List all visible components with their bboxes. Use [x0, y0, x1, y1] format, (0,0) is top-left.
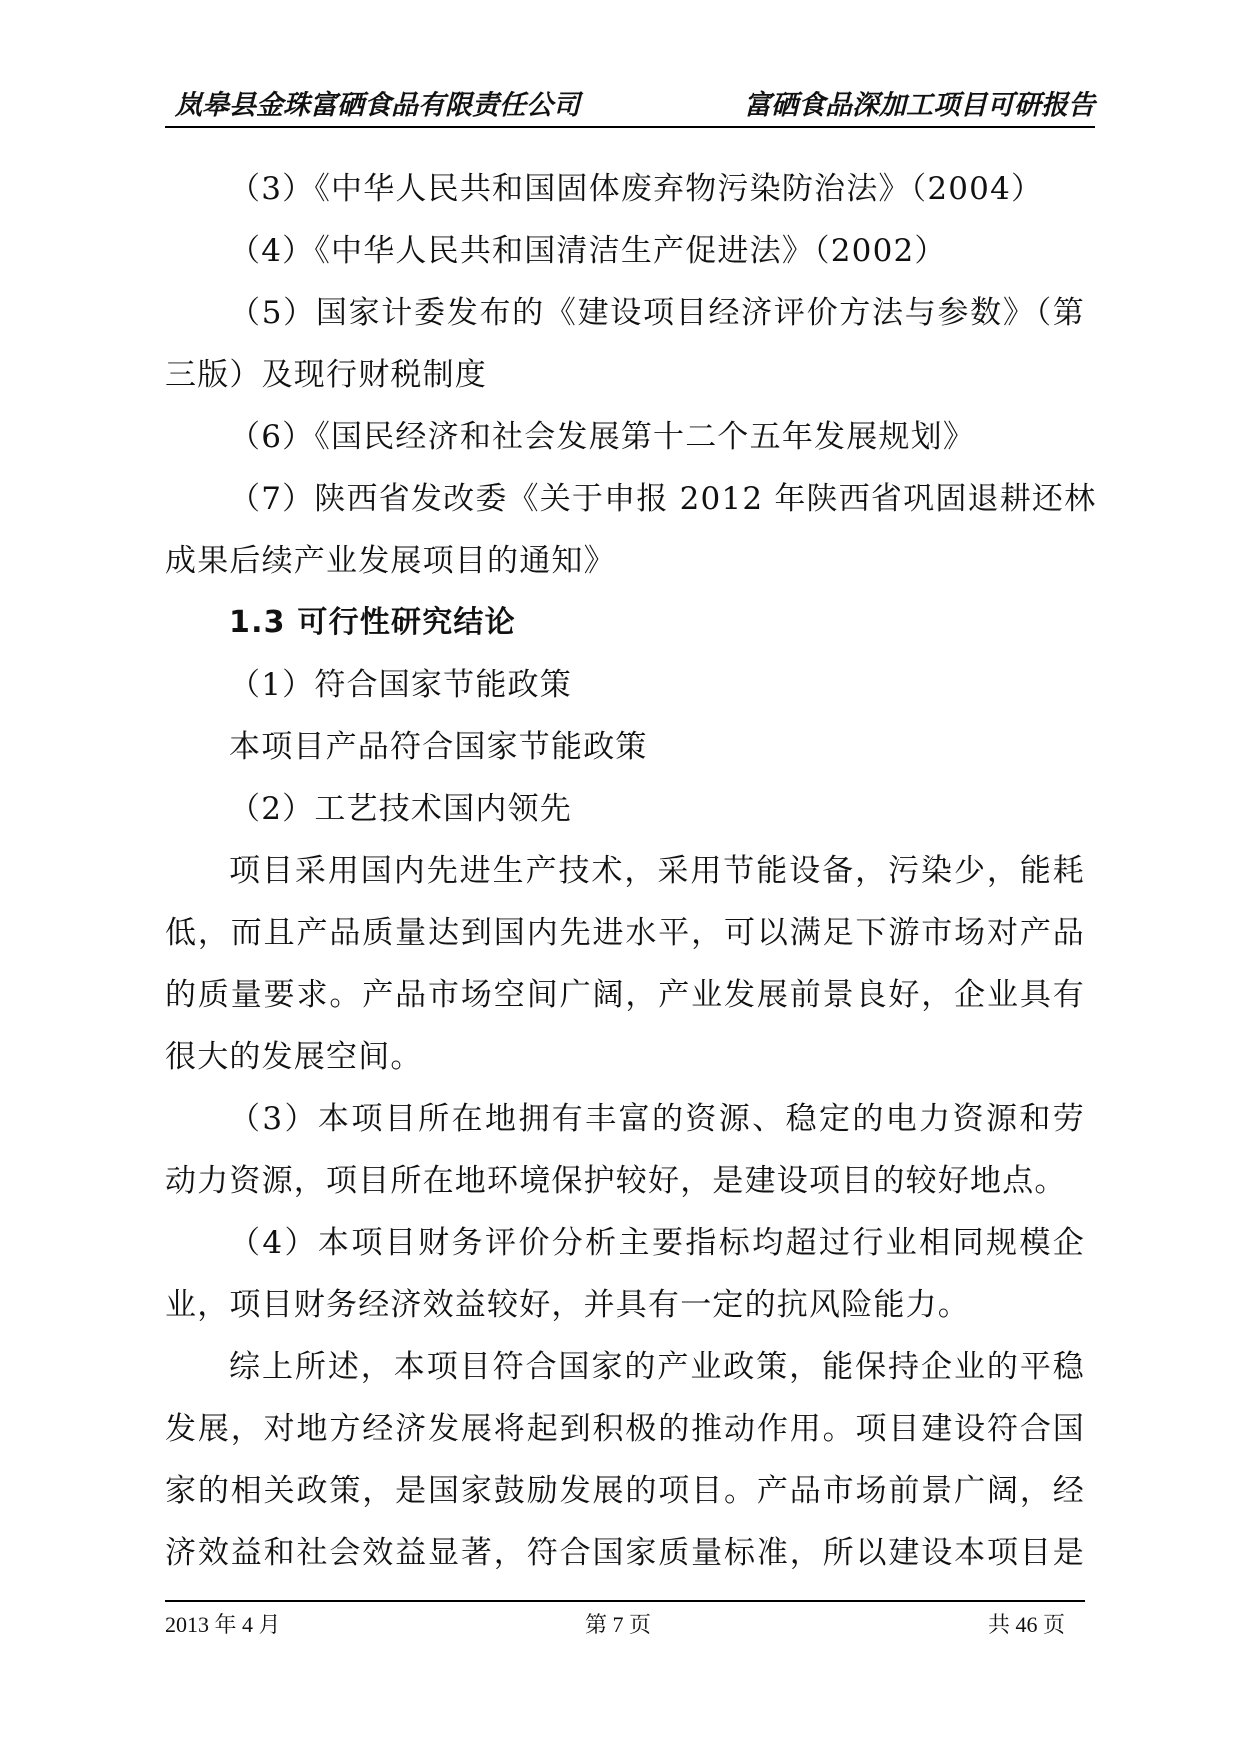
summary-paragraph-line-4: 济效益和社会效益显著，符合国家质量标准，所以建设本项目是: [165, 1535, 1085, 1571]
conclusion-item-2-text-line-1: 项目采用国内先进生产技术，采用节能设备，污染少，能耗: [229, 853, 1085, 889]
section-heading: 1.3 可行性研究结论: [229, 605, 516, 640]
conclusion-item-1-text: 本项目产品符合国家节能政策: [229, 729, 648, 765]
conclusion-item-3-line-2: 动力资源，项目所在地环境保护较好，是建设项目的较好地点。: [165, 1163, 1067, 1199]
header-report-title: 富硒食品深加工项目可研报告: [744, 90, 1095, 121]
header-divider: [165, 126, 1095, 128]
reference-item-3: （3）《中华人民共和国固体废弃物污染防治法》（2004）: [229, 171, 1044, 207]
conclusion-item-4-line-1: （4）本项目财务评价分析主要指标均超过行业相同规模企: [229, 1225, 1085, 1261]
conclusion-item-2-text-line-2: 低，而且产品质量达到国内先进水平，可以满足下游市场对产品: [165, 915, 1085, 951]
footer-page-number: 第 7 页: [585, 1612, 652, 1637]
reference-item-5-line-2: 三版）及现行财税制度: [165, 357, 487, 393]
conclusion-item-2-title: （2）工艺技术国内领先: [229, 791, 572, 827]
conclusion-item-4-line-2: 业，项目财务经济效益较好，并具有一定的抗风险能力。: [165, 1287, 970, 1323]
reference-item-4: （4）《中华人民共和国清洁生产促进法》（2002）: [229, 233, 947, 269]
page-header: [165, 88, 1095, 124]
page-footer: [165, 1608, 1065, 1642]
reference-item-7-line-1: （7）陕西省发改委《关于申报 2012 年陕西省巩固退耕还林: [229, 481, 1097, 517]
conclusion-item-1-title: （1）符合国家节能政策: [229, 667, 572, 703]
footer-divider: [165, 1600, 1085, 1602]
summary-paragraph-line-2: 发展，对地方经济发展将起到积极的推动作用。项目建设符合国: [165, 1411, 1085, 1447]
footer-date: 2013 年 4 月: [165, 1612, 281, 1637]
footer-total-pages: 共 46 页: [987, 1612, 1065, 1637]
conclusion-item-3-line-1: （3）本项目所在地拥有丰富的资源、稳定的电力资源和劳: [229, 1101, 1085, 1137]
summary-paragraph-line-3: 家的相关政策，是国家鼓励发展的项目。产品市场前景广阔，经: [165, 1473, 1085, 1509]
reference-item-6: （6）《国民经济和社会发展第十二个五年发展规划》: [229, 419, 976, 455]
conclusion-item-2-text-line-4: 很大的发展空间。: [165, 1039, 423, 1075]
reference-item-5-line-1: （5）国家计委发布的《建设项目经济评价方法与参数》（第: [229, 295, 1085, 331]
conclusion-item-2-text-line-3: 的质量要求。产品市场空间广阔，产业发展前景良好，企业具有: [165, 977, 1085, 1013]
summary-paragraph-line-1: 综上所述，本项目符合国家的产业政策，能保持企业的平稳: [229, 1349, 1085, 1385]
body-text: [165, 158, 1097, 1584]
header-company: 岚皋县金珠富硒食品有限责任公司: [175, 90, 580, 121]
reference-item-7-line-2: 成果后续产业发展项目的通知》: [165, 543, 616, 579]
